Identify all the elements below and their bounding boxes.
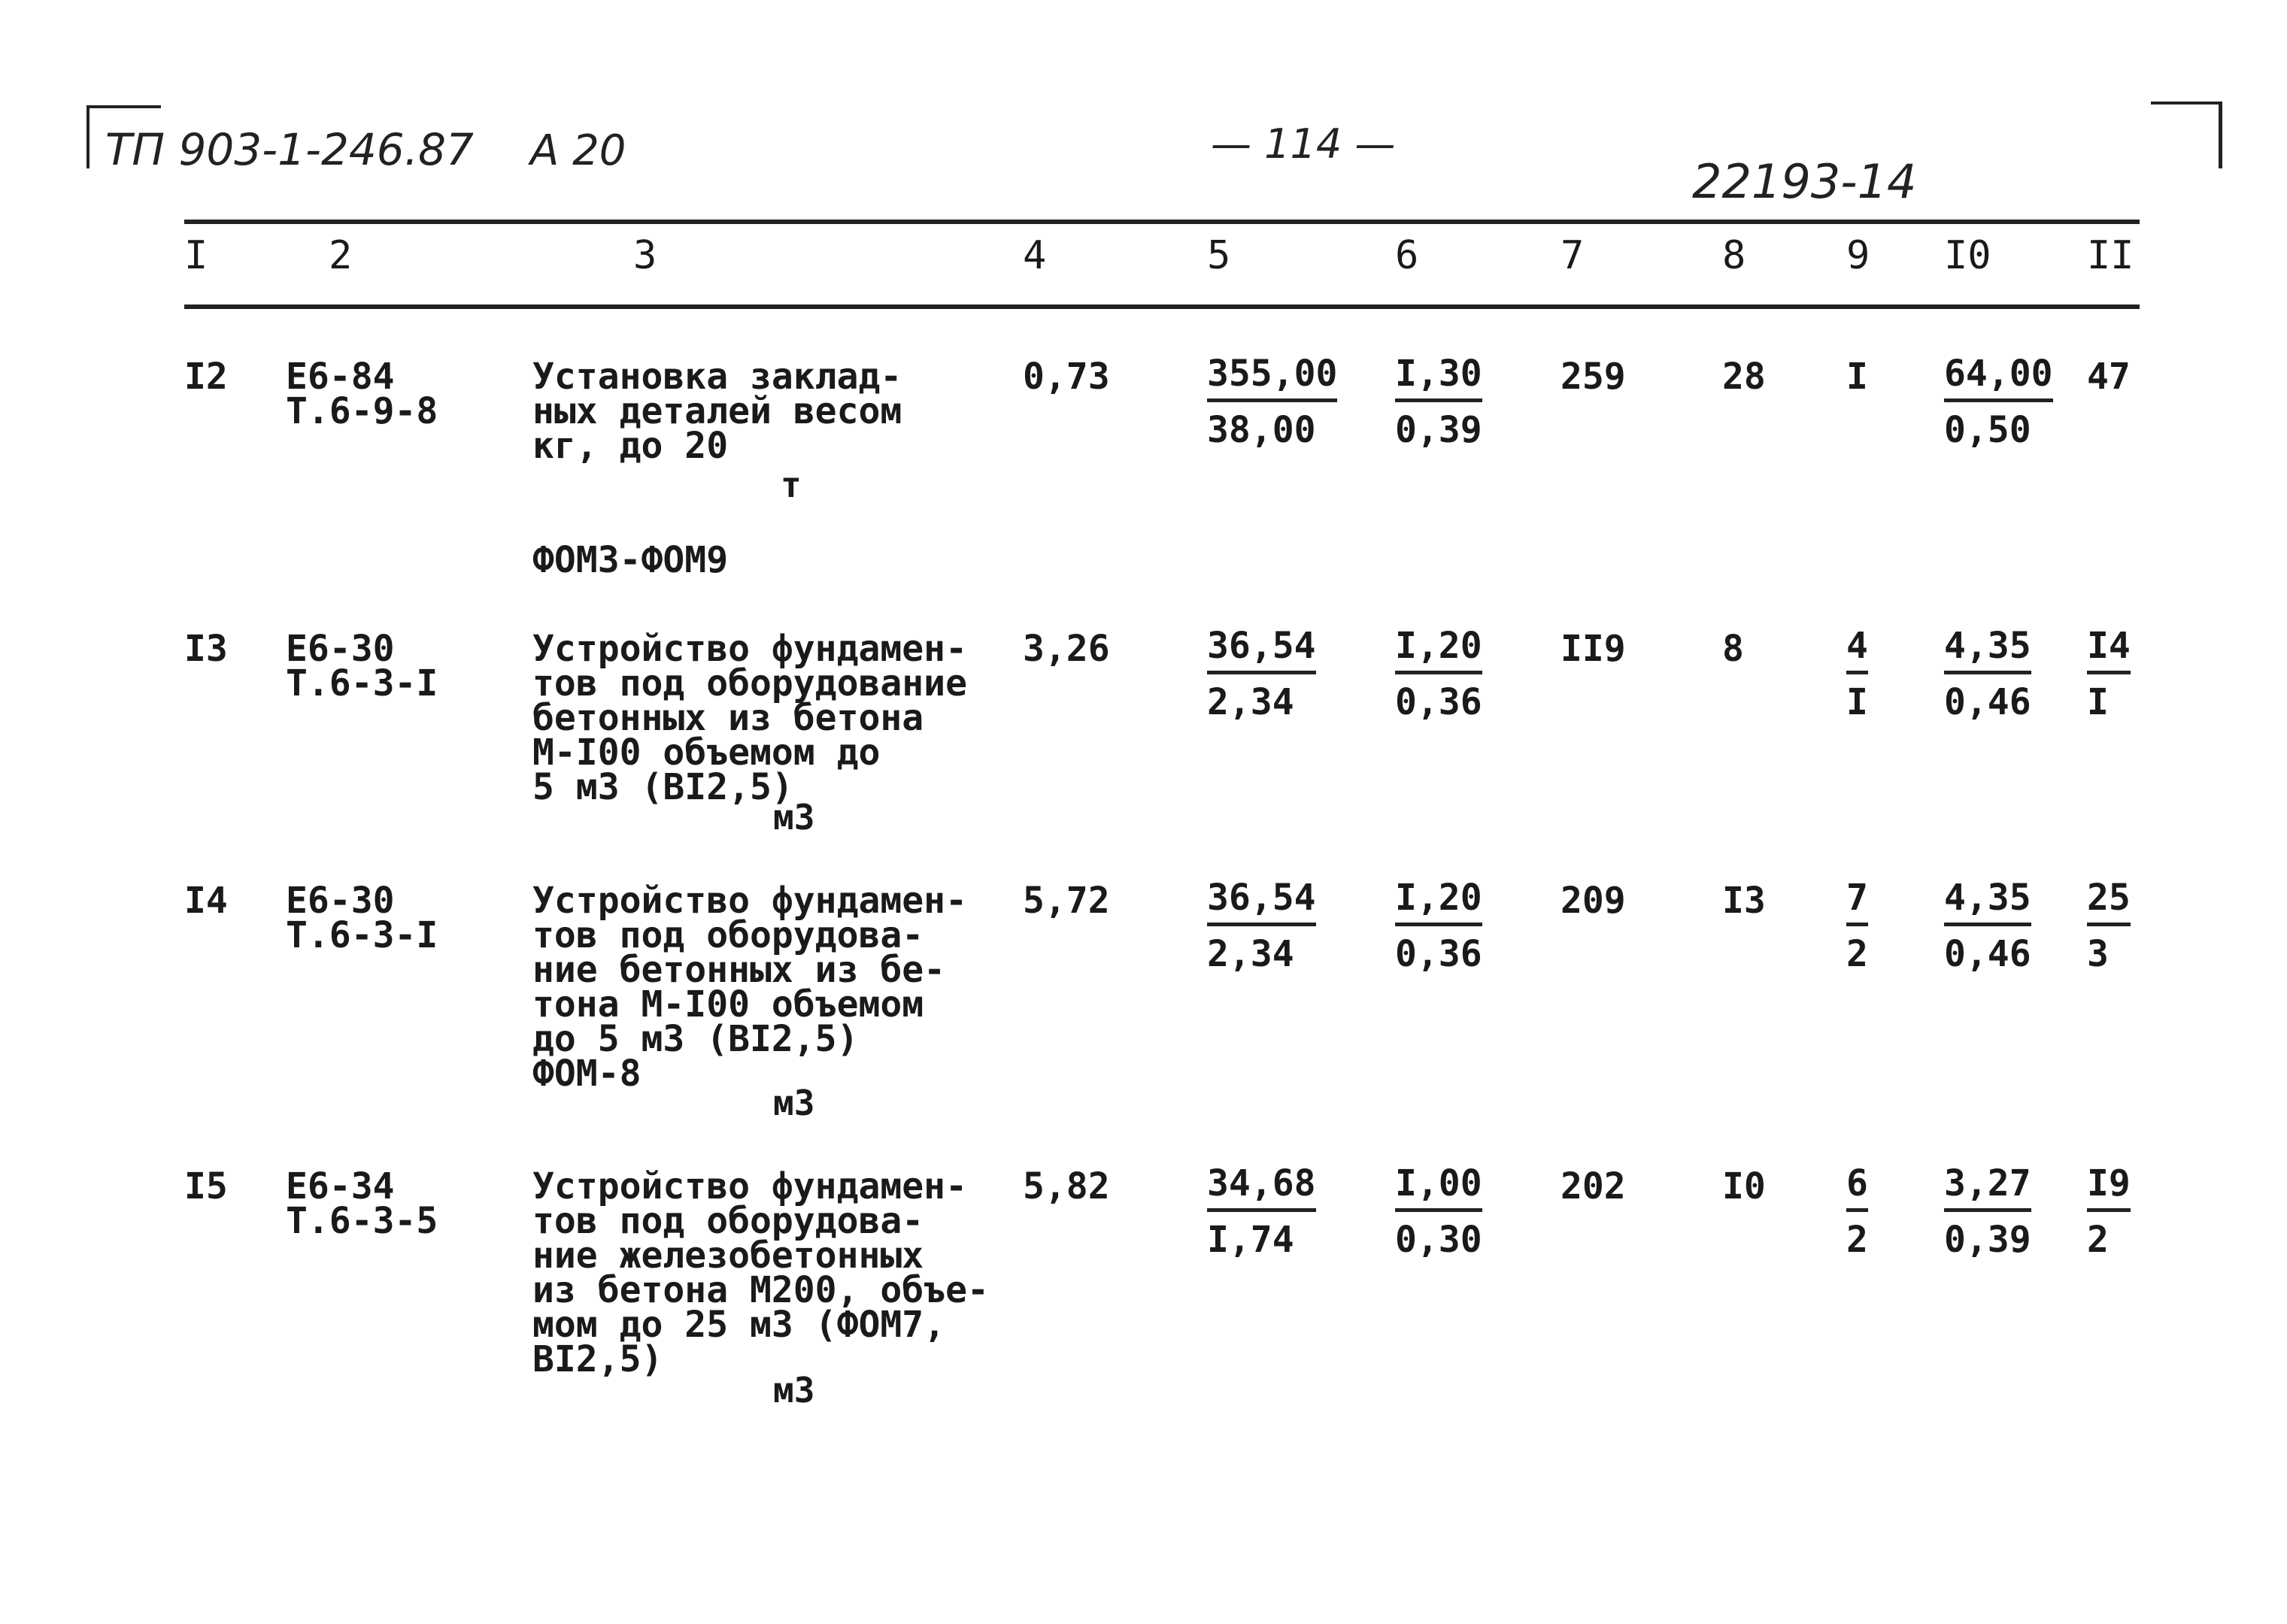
norm-code-line: Т.6-3-5: [286, 1200, 438, 1242]
page-number: — 114 —: [1211, 120, 1396, 168]
norm-code-line: Т.6-3-I: [286, 662, 438, 704]
fraction-numerator: 3,27: [1944, 1165, 2031, 1212]
norm-code: [286, 1165, 438, 1242]
norm-code: [286, 880, 438, 956]
work-description: [532, 1165, 989, 1380]
col11-value: [2087, 1162, 2131, 1261]
description-line: ных деталей весом: [532, 390, 902, 432]
labor-cost: [1395, 879, 1482, 973]
unit-of-measure: м3: [773, 797, 815, 838]
doc-code: ТП 903-1-246.87: [105, 124, 474, 175]
total-labor: 28: [1722, 356, 1766, 398]
col9-value: [1846, 627, 1868, 721]
col-header: 2: [329, 233, 353, 278]
quantity: 5,72: [1023, 880, 1110, 922]
fraction-denominator: I,74: [1207, 1219, 1294, 1261]
col11-value: [2087, 879, 2131, 973]
col-header: 9: [1846, 233, 1870, 278]
description-line: бетонных из бетона: [532, 697, 924, 739]
fraction-numerator: 36,54: [1207, 879, 1316, 926]
fraction-numerator: 64,00: [1944, 355, 2053, 402]
description-line: до 5 м3 (ВI2,5): [532, 1018, 859, 1060]
fraction-denominator: I: [2087, 681, 2109, 723]
description-line: ние бетонных из бе-: [532, 949, 946, 991]
description-line: ФОМ-8: [532, 1053, 642, 1095]
work-description: [532, 628, 967, 808]
unit-cost: [1207, 1162, 1316, 1261]
work-description: [532, 880, 967, 1095]
description-line: Устройство фундамен-: [532, 1165, 967, 1207]
total-cost: 209: [1561, 880, 1626, 922]
fraction-numerator: 6: [1846, 1165, 1868, 1212]
fraction-denominator: 38,00: [1207, 409, 1316, 451]
description-line: ние железобетонных: [532, 1235, 924, 1277]
fraction-denominator: 0,30: [1395, 1219, 1482, 1261]
fraction-numerator: 4: [1846, 627, 1868, 674]
unit-of-measure: м3: [773, 1370, 815, 1410]
description-line: 5 м3 (ВI2,5): [532, 766, 793, 808]
fraction-numerator: 36,54: [1207, 627, 1316, 674]
unit-of-measure: м3: [773, 1083, 815, 1123]
fraction-denominator: 0,39: [1944, 1219, 2031, 1261]
norm-code-line: Т.6-3-I: [286, 914, 438, 956]
description-line: М-I00 объемом до: [532, 732, 881, 774]
description-line: тов под оборудова-: [532, 914, 924, 956]
description-line: мом до 25 м3 (ФОМ7,: [532, 1304, 946, 1346]
col-header: I: [184, 233, 208, 278]
quantity: 0,73: [1023, 356, 1110, 398]
norm-code-line: Е6-84: [286, 356, 395, 398]
unit-cost: [1207, 355, 1337, 449]
col-header: 5: [1207, 233, 1231, 278]
fraction-numerator: I4: [2087, 627, 2131, 674]
col-header: I0: [1944, 233, 1991, 278]
fraction-denominator: 2: [2087, 1219, 2109, 1261]
description-line: кг, до 20: [532, 425, 729, 467]
fraction-numerator: I,20: [1395, 879, 1482, 926]
unit-cost: [1207, 879, 1316, 973]
description-line: из бетона М200, объе-: [532, 1269, 989, 1311]
col-header: II: [2087, 233, 2134, 278]
unit-of-measure: т: [781, 465, 802, 505]
fraction-denominator: 0,39: [1395, 409, 1482, 451]
description-line: тона М-I00 объемом: [532, 983, 924, 1026]
total-labor: I3: [1722, 880, 1766, 922]
fraction-numerator: 4,35: [1944, 627, 2031, 674]
labor-cost: [1395, 1162, 1482, 1261]
fraction-numerator: 7: [1846, 879, 1868, 926]
fraction-denominator: 2: [1846, 933, 1868, 975]
fraction-denominator: 2,34: [1207, 933, 1294, 975]
inventory-number: 22193-14: [1692, 154, 1917, 209]
quantity: 3,26: [1023, 628, 1110, 670]
fraction-numerator: 34,68: [1207, 1165, 1316, 1212]
fraction-numerator: 25: [2087, 879, 2131, 926]
labor-cost: [1395, 627, 1482, 721]
col10-value: [1944, 1162, 2031, 1261]
norm-code-line: Т.6-9-8: [286, 390, 438, 432]
description-line: Устройство фундамен-: [532, 628, 967, 670]
norm-code-line: Е6-30: [286, 628, 395, 670]
fraction-denominator: 2,34: [1207, 681, 1294, 723]
fraction-numerator: I,00: [1395, 1165, 1482, 1212]
unit-cost: [1207, 627, 1316, 721]
total-labor: 8: [1722, 628, 1744, 670]
album-label: А 20: [530, 126, 626, 175]
fraction-denominator: 0,50: [1944, 409, 2031, 451]
fraction-denominator: 2: [1846, 1219, 1868, 1261]
col11-value: 47: [2087, 356, 2131, 398]
row-number: I4: [184, 880, 228, 922]
col11-value: [2087, 627, 2131, 721]
fraction-denominator: 0,46: [1944, 681, 2031, 723]
col9-value: [1846, 879, 1868, 973]
description-line: тов под оборудование: [532, 662, 967, 704]
table-top-rule: [184, 220, 2140, 224]
col9-value: [1846, 1162, 1868, 1261]
fraction-numerator: I,30: [1395, 355, 1482, 402]
col-header: 3: [633, 233, 657, 278]
col9-value: I: [1846, 356, 1868, 398]
quantity: 5,82: [1023, 1165, 1110, 1207]
fraction-numerator: I,20: [1395, 627, 1482, 674]
col10-value: [1944, 355, 2053, 449]
fraction-numerator: 355,00: [1207, 355, 1337, 402]
row-number: I2: [184, 356, 228, 398]
section-subheading: ФОМ3-ФОМ9: [532, 539, 729, 581]
col-header: 4: [1023, 233, 1047, 278]
col-header: 6: [1395, 233, 1419, 278]
description-line: ВI2,5): [532, 1338, 663, 1380]
norm-code-line: Е6-34: [286, 1165, 395, 1207]
description-line: Устройство фундамен-: [532, 880, 967, 922]
total-cost: II9: [1561, 628, 1626, 670]
fraction-denominator: 0,36: [1395, 681, 1482, 723]
total-cost: 259: [1561, 356, 1626, 398]
norm-code: [286, 628, 438, 704]
fraction-denominator: 3: [2087, 933, 2109, 975]
fraction-denominator: 0,36: [1395, 933, 1482, 975]
header-bottom-rule: [184, 304, 2140, 309]
col10-value: [1944, 627, 2031, 721]
col10-value: [1944, 879, 2031, 973]
norm-code-line: Е6-30: [286, 880, 395, 922]
total-cost: 202: [1561, 1165, 1626, 1207]
fraction-denominator: I: [1846, 681, 1868, 723]
row-number: I5: [184, 1165, 228, 1207]
work-description: [532, 356, 902, 467]
description-line: тов под оборудова-: [532, 1200, 924, 1242]
row-number: I3: [184, 628, 228, 670]
norm-code: [286, 356, 438, 432]
labor-cost: [1395, 355, 1482, 449]
description-line: Установка заклад-: [532, 356, 902, 398]
corner-mark-right: [2151, 102, 2222, 168]
fraction-denominator: 0,46: [1944, 933, 2031, 975]
total-labor: I0: [1722, 1165, 1766, 1207]
fraction-numerator: 4,35: [1944, 879, 2031, 926]
fraction-numerator: I9: [2087, 1165, 2131, 1212]
col-header: 8: [1722, 233, 1746, 278]
col-header: 7: [1561, 233, 1585, 278]
